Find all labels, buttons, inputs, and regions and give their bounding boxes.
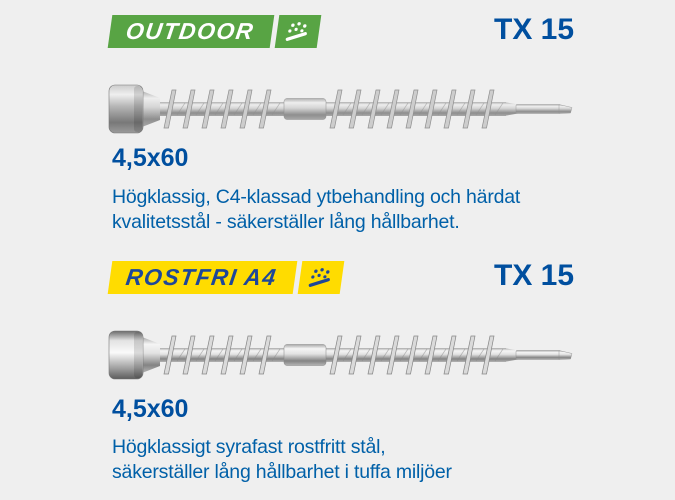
screw-image-stainless	[108, 328, 574, 382]
screw-image-galvanized	[108, 82, 574, 136]
drive-size-rostfri: TX 15	[494, 259, 575, 292]
description-outdoor-line1: Högklassig, C4-klassad ytbehandling och härdat	[112, 186, 521, 208]
description-rostfri-line1: Högklassigt syrafast rostfritt stål,	[112, 436, 386, 458]
description-rostfri	[112, 435, 452, 485]
badge-outdoor-icon-plate	[275, 15, 322, 48]
badge-outdoor	[110, 15, 319, 48]
badge-rostfri-label-plate	[108, 261, 298, 294]
description-outdoor-line2: kvalitetsstål - säkerställer lång hållbarhet.	[112, 211, 460, 233]
dimension-rostfri: 4,5x60	[112, 395, 189, 423]
badge-outdoor-label: OUTDOOR	[124, 18, 256, 44]
description-outdoor	[112, 185, 520, 235]
weather-dots-icon	[284, 21, 313, 43]
weather-dots-icon	[306, 267, 335, 289]
description-rostfri-line2: säkerställer lång hållbarhet i tuffa miljöer	[112, 461, 452, 483]
badge-rostfri-icon-plate	[298, 261, 345, 294]
badge-rostfri-a4	[110, 261, 342, 294]
drive-size-outdoor: TX 15	[494, 13, 575, 46]
badge-outdoor-label-plate	[108, 15, 275, 48]
dimension-outdoor: 4,5x60	[112, 144, 189, 172]
badge-rostfri-label: ROSTFRI A4	[124, 264, 279, 290]
